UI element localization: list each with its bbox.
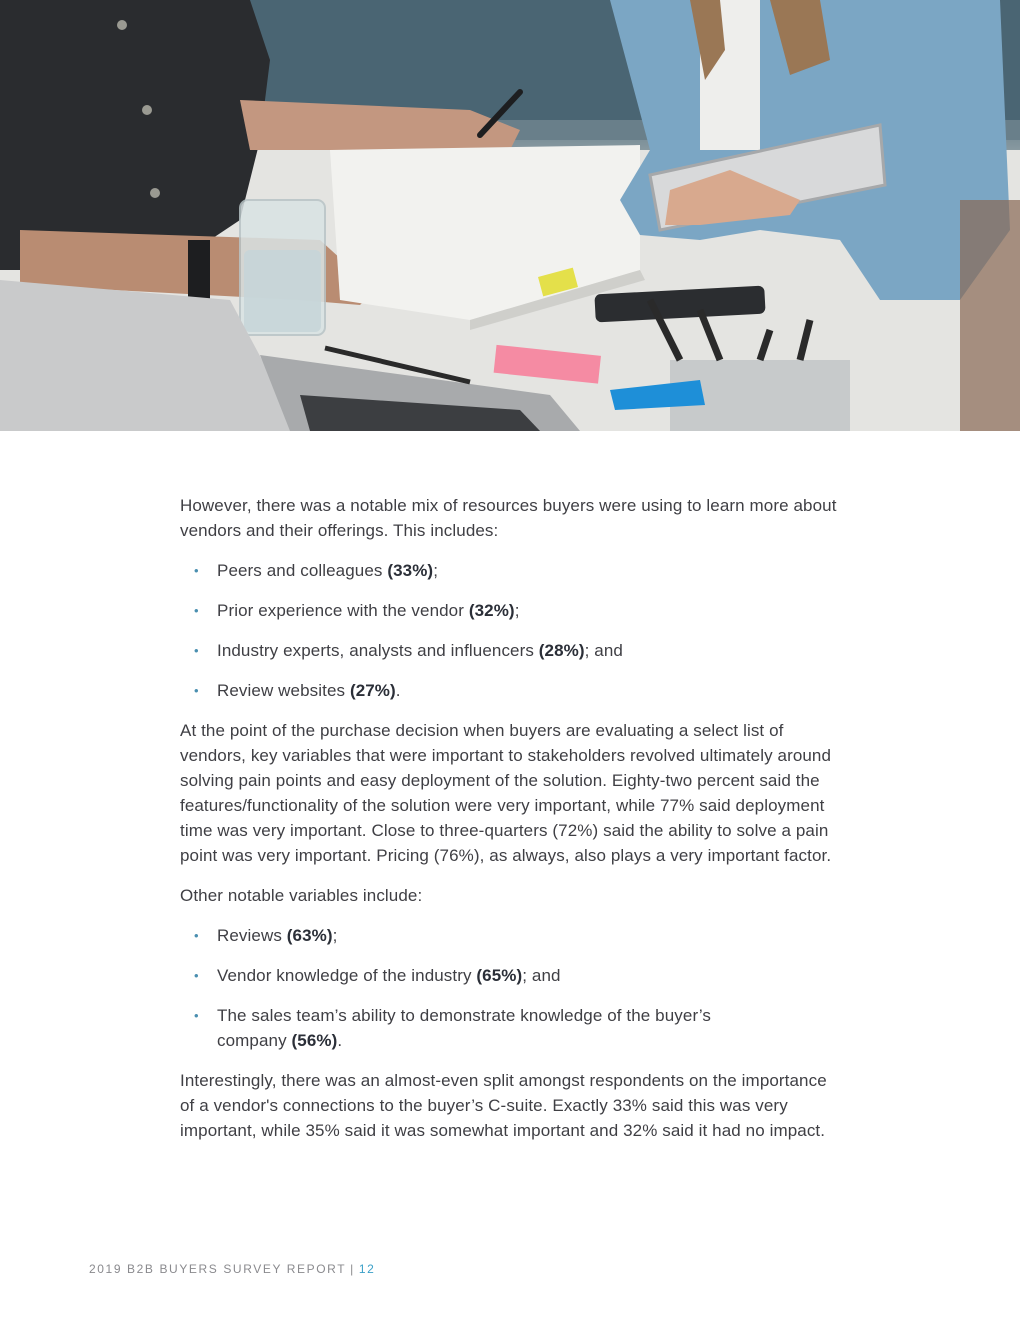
resources-list bbox=[180, 558, 840, 703]
percent-value: (27%) bbox=[349, 681, 396, 700]
closing-paragraph: Interestingly, there was an almost-even split amongst respondents on the importance of a vendor's connections to the buyer’s C-suite. Exactly 33% said this was very important, while 35% said it was somewhat important and 32% said it had no impact. bbox=[180, 1071, 827, 1140]
variables-list bbox=[180, 923, 840, 1053]
percent-value: (65%) bbox=[476, 966, 523, 985]
intro-paragraph: However, there was a notable mix of resources buyers were using to learn more about vendors and their offerings. This includes: bbox=[180, 496, 837, 540]
list-item: • Review websites (27%). bbox=[180, 678, 840, 703]
meeting-photo-illustration bbox=[0, 0, 1020, 431]
list-item: • Prior experience with the vendor (32%); bbox=[180, 598, 840, 623]
page-footer bbox=[89, 1262, 375, 1276]
percent-value: (32%) bbox=[468, 601, 515, 620]
list-item: • Industry experts, analysts and influencers (28%); and bbox=[180, 638, 840, 663]
percent-value: (33%) bbox=[387, 561, 434, 580]
purchase-decision-paragraph: At the point of the purchase decision when buyers are evaluating a select list of vendors, key variables that were important to stakeholders revolved ultimately around solving pain points and easy deployment of the solution. Eighty-two percent said the features/functionality of the solution were very important, while 77% said deployment time was very important. Close to three-quarters (72%) said the ability to solve a pain point was very important. Pricing (76%), as always, also plays a very important factor. bbox=[180, 721, 832, 865]
page-number: 12 bbox=[358, 1262, 376, 1276]
percent-value: (28%) bbox=[538, 641, 585, 660]
list-item: • Vendor knowledge of the industry (65%); and bbox=[180, 963, 840, 988]
other-variables-intro: Other notable variables include: bbox=[180, 886, 423, 905]
list-item: • Peers and colleagues (33%); bbox=[180, 558, 840, 583]
report-title: 2019 B2B BUYERS SURVEY REPORT bbox=[89, 1262, 347, 1276]
percent-value: (63%) bbox=[286, 926, 333, 945]
footer-separator: | bbox=[350, 1262, 355, 1276]
percent-value: (56%) bbox=[291, 1031, 338, 1050]
list-item: • Reviews (63%); bbox=[180, 923, 840, 948]
hero-photo bbox=[0, 0, 1020, 431]
list-item: • The sales team’s ability to demonstrate knowledge of the buyer’s company (56%). bbox=[180, 1003, 840, 1053]
article-body bbox=[180, 493, 840, 1158]
